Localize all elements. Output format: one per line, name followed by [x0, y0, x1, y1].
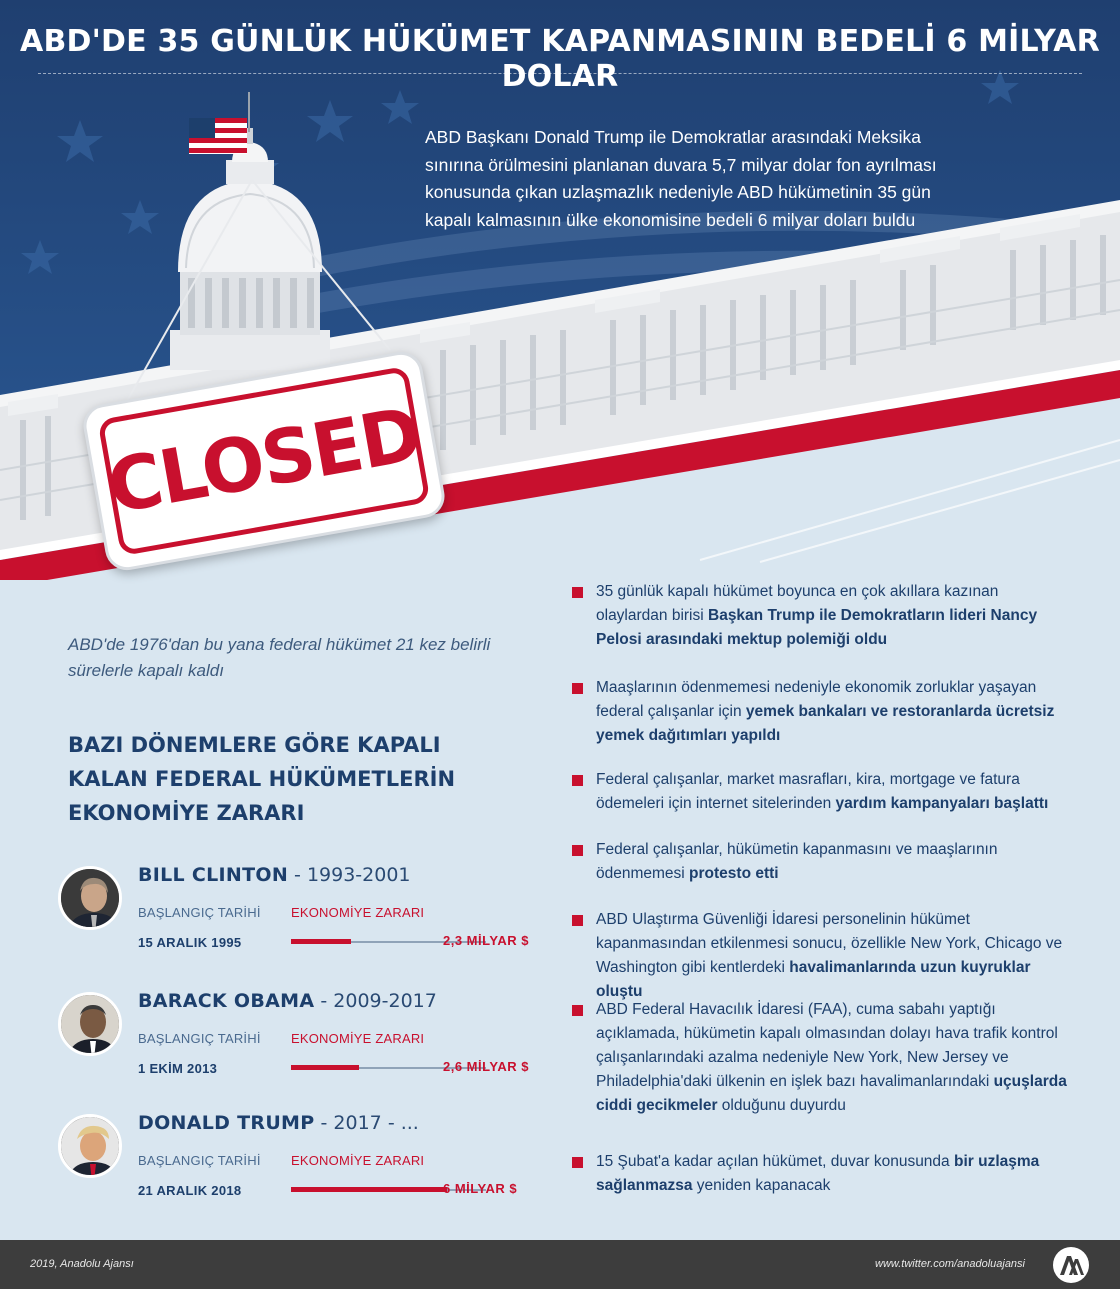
avatar [58, 992, 122, 1056]
economic-cost-label: EKONOMİYE ZARARI [291, 1153, 425, 1168]
start-date-label: BAŞLANGIÇ TARİHİ [138, 1031, 261, 1046]
list-item: 35 günlük kapalı hükümet boyunca en çok akıllara kazınan olaylardan birisi Başkan Trump ile Demokratların lideri Nancy Pelosi arasındaki mektup polemiği oldu [572, 580, 1072, 652]
president-name: DONALD TRUMP [138, 1112, 315, 1134]
page-title: ABD'DE 35 GÜNLÜK HÜKÜMET KAPANMASININ BEDELİ 6 MİLYAR DOLAR [20, 24, 1100, 94]
president-years: - 2009-2017 [314, 990, 437, 1012]
avatar [58, 1114, 122, 1178]
closed-sign-text: CLOSED [101, 391, 427, 531]
start-date-label: BAŞLANGIÇ TARİHİ [138, 1153, 261, 1168]
cost-bar-fill [291, 1065, 359, 1070]
avatar [58, 866, 122, 930]
bullet-square-icon [572, 1005, 583, 1016]
footer-credit: 2019, Anadolu Ajansı [30, 1258, 134, 1270]
bullet-square-icon [572, 1157, 583, 1168]
president-card-clinton [58, 862, 548, 967]
bullet-square-icon [572, 775, 583, 786]
economic-cost-value: 2,3 MİLYAR $ [443, 933, 529, 948]
footer [0, 1240, 1120, 1289]
president-card-obama [58, 988, 548, 1093]
intro-paragraph: ABD Başkanı Donald Trump ile Demokratlar arasındaki Meksika sınırına örülmesini planlanan duvara 5,7 milyar dolar fon ayrılması konusunda çıkan uzlaşmazlık nedeniyle ABD hükümetinin 35 gün kapalı kalmasının ülke ekonomisine bedeli 6 milyar doları buldu [425, 127, 937, 230]
president-name: BARACK OBAMA [138, 990, 315, 1012]
list-item: Federal çalışanlar, hükümetin kapanmasını ve maaşlarının ödenmemesi protesto etti [572, 838, 1072, 886]
list-item: ABD Ulaştırma Güvenliği İdaresi personelinin hükümet kapanmasından etkilenmesi sonucu, özellikle New York, Chicago ve Washington gibi kentlerdeki havalimanlarında uzun kuyruklar oluştu [572, 908, 1072, 1004]
bullet-square-icon [572, 845, 583, 856]
economic-cost-label: EKONOMİYE ZARARI [291, 905, 425, 920]
title-divider [38, 73, 1082, 74]
economic-cost-label: EKONOMİYE ZARARI [291, 1031, 425, 1046]
president-years: - 1993-2001 [288, 864, 411, 886]
president-name: BILL CLINTON [138, 864, 289, 886]
start-date-value: 15 ARALIK 1995 [138, 935, 242, 950]
since-1976-note: ABD'de 1976'dan bu yana federal hükümet 21 kez belirli sürelerle kapalı kaldı [68, 635, 491, 680]
bullet-square-icon [572, 587, 583, 598]
list-item: Maaşlarının ödenmemesi nedeniyle ekonomik zorluklar yaşayan federal çalışanlar için yemek bankaları ve restoranlarda ücretsiz yemek dağıtımları yapıldı [572, 676, 1072, 748]
cost-bar-fill [291, 1187, 447, 1192]
president-years: - 2017 - ... [314, 1112, 419, 1134]
economic-cost-value: 2,6 MİLYAR $ [443, 1059, 529, 1074]
section-heading: BAZI DÖNEMLERE GÖRE KAPALI KALAN FEDERAL HÜKÜMETLERİN EKONOMİYE ZARARI [68, 733, 456, 825]
us-flag-icon [189, 118, 247, 154]
cost-bar-fill [291, 939, 351, 944]
start-date-value: 1 EKİM 2013 [138, 1061, 218, 1076]
list-item: 15 Şubat'a kadar açılan hükümet, duvar konusunda bir uzlaşma sağlanmazsa yeniden kapanacak [572, 1150, 1072, 1198]
start-date-value: 21 ARALIK 2018 [138, 1183, 242, 1198]
economic-cost-value: 6 MİLYAR $ [443, 1181, 518, 1196]
aa-logo-icon [1052, 1246, 1090, 1284]
bullet-square-icon [572, 683, 583, 694]
bullet-square-icon [572, 915, 583, 926]
list-item: ABD Federal Havacılık İdaresi (FAA), cuma sabahı yaptığı açıklamada, hükümetin kapalı olmasından dolayı hava trafik kontrol çalışanlarındaki azalma nedeniyle New York, New Jersey ve Philadelphia'daki ülkenin en işlek bazı havalimanlarındaki uçuşlarda ciddi gecikmeler olduğunu duyurdu [572, 998, 1072, 1118]
list-item: Federal çalışanlar, market masrafları, kira, mortgage ve fatura ödemeleri için internet sitelerinden yardım kampanyaları başlattı [572, 768, 1072, 816]
start-date-label: BAŞLANGIÇ TARİHİ [138, 905, 261, 920]
president-card-trump [58, 1110, 548, 1215]
twitter-handle-link[interactable]: www.twitter.com/anadoluajansi [875, 1258, 1025, 1270]
